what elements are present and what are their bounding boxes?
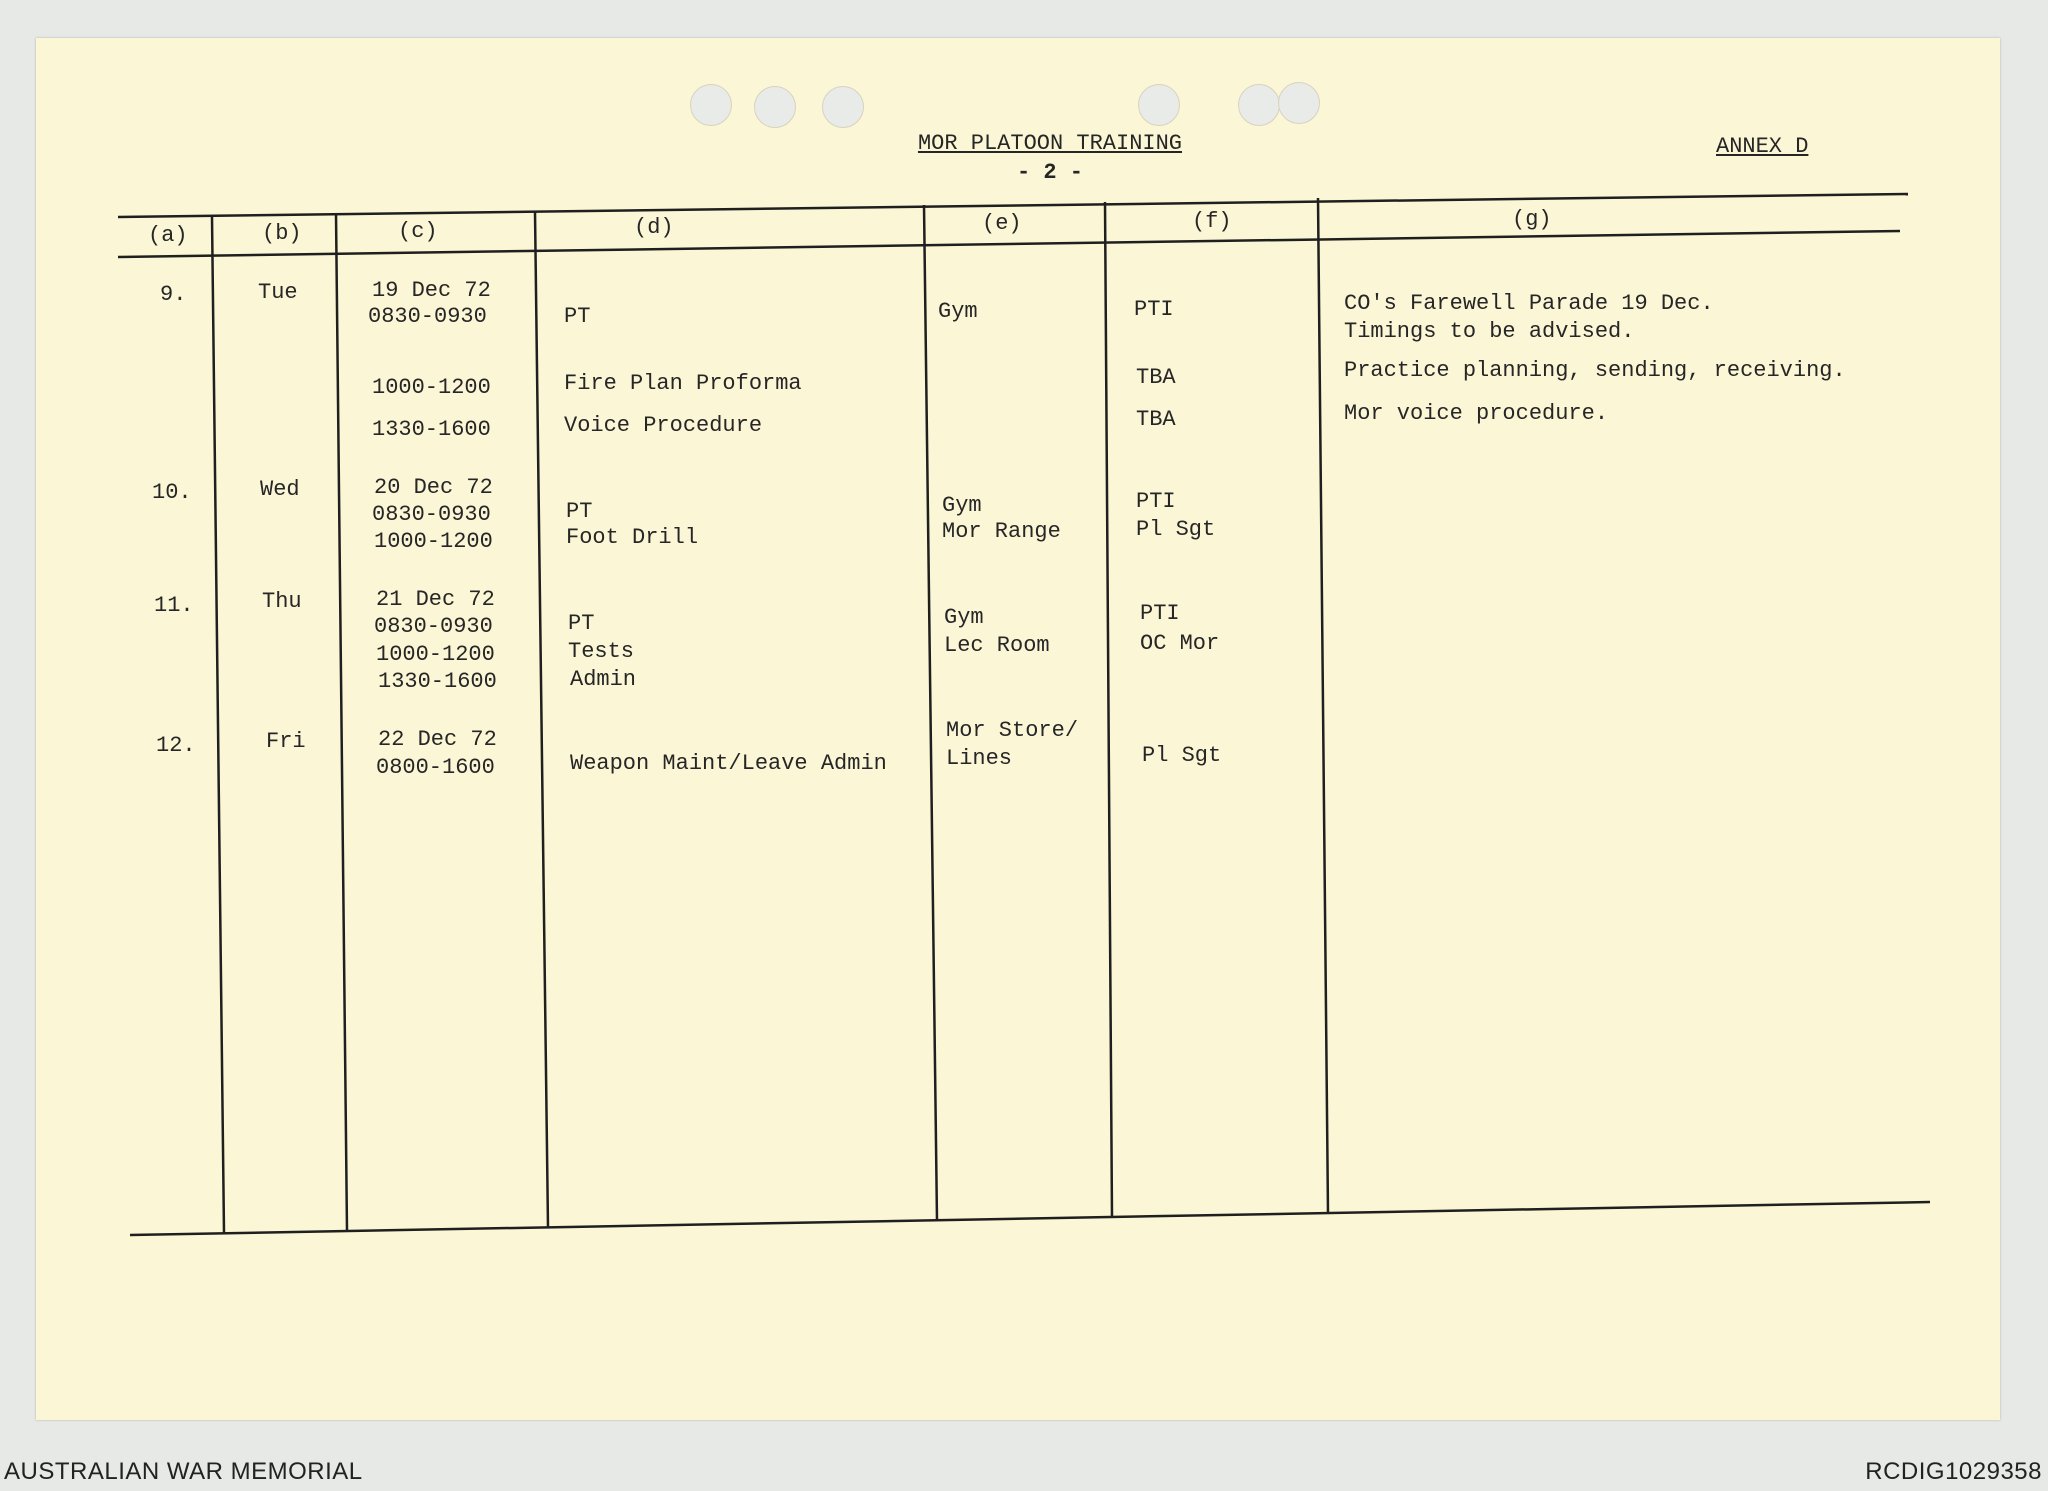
row-time: 0800-1600 [376, 755, 495, 780]
row-day: Fri [266, 729, 306, 754]
footer-source: AUSTRALIAN WAR MEMORIAL [4, 1458, 363, 1485]
row-time: 1000-1200 [372, 375, 491, 400]
row-day: Thu [262, 589, 302, 614]
row-instructor: PTI [1140, 601, 1180, 626]
row-date: 20 Dec 72 [374, 475, 493, 500]
row-date: 21 Dec 72 [376, 587, 495, 612]
row-time: 0830-0930 [372, 502, 491, 527]
row-serial: 12. [156, 733, 196, 758]
row-time: 1000-1200 [374, 529, 493, 554]
row-location: Gym [938, 299, 978, 324]
row-activity: Fire Plan Proforma [564, 371, 802, 396]
row-location: Lec Room [944, 633, 1050, 658]
document-title: MOR PLATOON TRAINING [917, 131, 1183, 156]
row-day: Tue [258, 280, 298, 305]
row-serial: 10. [152, 480, 192, 505]
row-time: 1330-1600 [378, 669, 497, 694]
row-time: 0830-0930 [374, 614, 493, 639]
row-serial: 11. [154, 593, 194, 618]
row-activity: Tests [568, 639, 635, 664]
column-header-d: (d) [634, 215, 674, 240]
row-remarks: Mor voice procedure. [1344, 401, 1609, 426]
column-header-a: (a) [148, 223, 188, 248]
row-activity: PT [566, 499, 593, 524]
row-activity: Foot Drill [566, 525, 699, 550]
row-activity: Voice Procedure [564, 413, 763, 438]
row-time: 1330-1600 [372, 417, 491, 442]
row-location: Gym [942, 493, 982, 518]
row-remarks: Practice planning, sending, receiving. [1344, 358, 1846, 383]
row-date: 22 Dec 72 [378, 727, 497, 752]
row-activity: PT [568, 611, 595, 636]
footer-id: RCDIG1029358 [1865, 1458, 2042, 1485]
column-header-c: (c) [398, 219, 438, 244]
row-location: Mor Range [942, 519, 1061, 544]
annex-label: ANNEX D [1716, 134, 1809, 159]
column-header-b: (b) [262, 221, 302, 246]
row-instructor: OC Mor [1140, 631, 1220, 656]
row-instructor: Pl Sgt [1136, 517, 1216, 542]
row-activity: PT [564, 304, 591, 329]
column-header-f: (f) [1192, 209, 1232, 234]
row-activity: Weapon Maint/Leave Admin [570, 751, 887, 776]
row-time: 1000-1200 [376, 642, 495, 667]
row-instructor: TBA [1136, 365, 1176, 390]
row-activity: Admin [570, 667, 637, 692]
row-instructor: Pl Sgt [1142, 743, 1222, 768]
row-time: 0830-0930 [368, 304, 487, 329]
row-instructor: PTI [1136, 489, 1176, 514]
row-day: Wed [260, 477, 300, 502]
row-location: Gym [944, 605, 984, 630]
row-date: 19 Dec 72 [372, 278, 491, 303]
column-header-g: (g) [1512, 207, 1552, 232]
row-serial: 9. [160, 282, 187, 307]
row-instructor: PTI [1134, 297, 1174, 322]
row-remarks: CO's Farewell Parade 19 Dec. Timings to be advised. [1344, 291, 1714, 344]
row-instructor: TBA [1136, 407, 1176, 432]
page-number: - 2 - [1016, 160, 1083, 185]
row-location: Mor Store/ Lines [946, 718, 1079, 771]
column-header-e: (e) [982, 211, 1022, 236]
